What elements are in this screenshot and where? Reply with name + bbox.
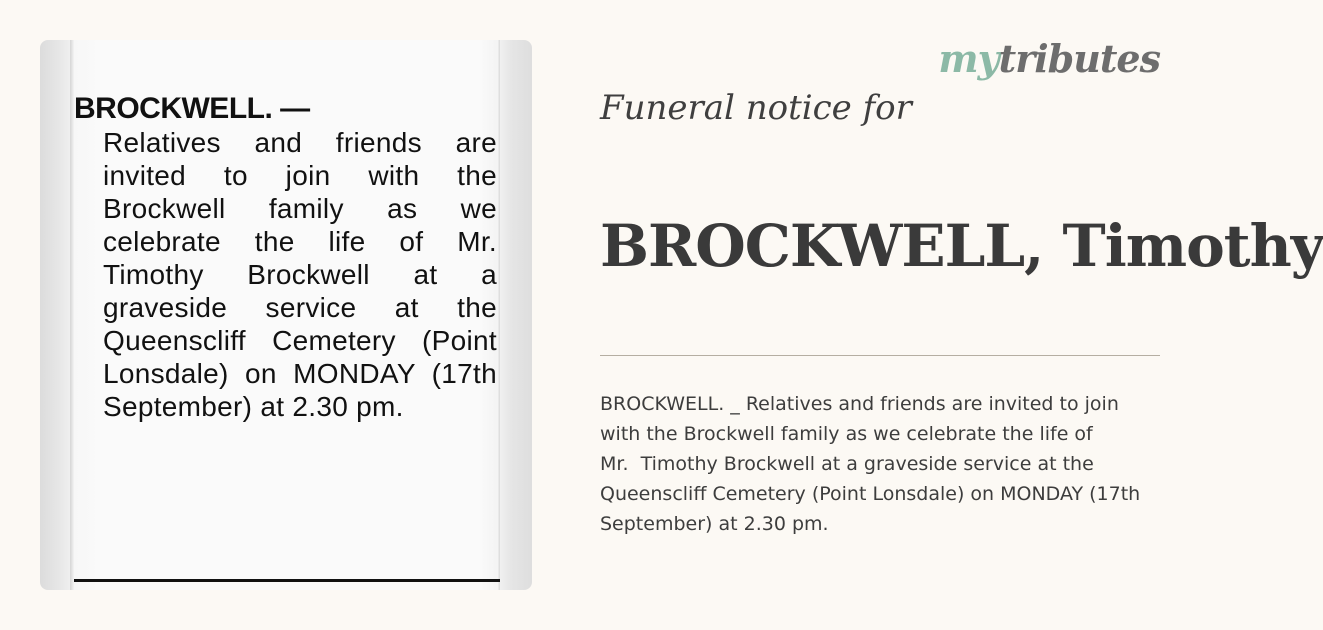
notice-for-label: Funeral notice for: [600, 88, 912, 128]
section-divider: [600, 355, 1160, 356]
logo-my: my: [938, 36, 999, 81]
clipping-bottom-rule: [74, 579, 500, 582]
clipping-text: [74, 92, 498, 423]
notice-text: BROCKWELL. _ Relatives and friends are invited to join with the Brockwell family as we celebrate the life of Mr. Timothy Brockwell at a graveside service at the Queenscliff Cemetery (Point Lonsdale) on MONDAY (17th September) at 2.30 pm.: [600, 393, 1141, 535]
logo-tributes: tributes: [998, 36, 1160, 81]
clipping-headline: BROCKWELL. —: [74, 92, 310, 125]
newspaper-clipping-image: [40, 40, 532, 590]
clipping-body: Relatives and friends are invited to join with the Brockwell family as we celebrate the life of Mr. Timothy Brockwell at a graveside service at the Queenscliff Cemetery (Point Lonsdale) on MONDAY (17th September) at 2.30 pm.: [103, 127, 497, 422]
mytributes-logo[interactable]: [938, 36, 1160, 81]
deceased-name-title: BROCKWELL, Timothy: [600, 212, 1323, 280]
